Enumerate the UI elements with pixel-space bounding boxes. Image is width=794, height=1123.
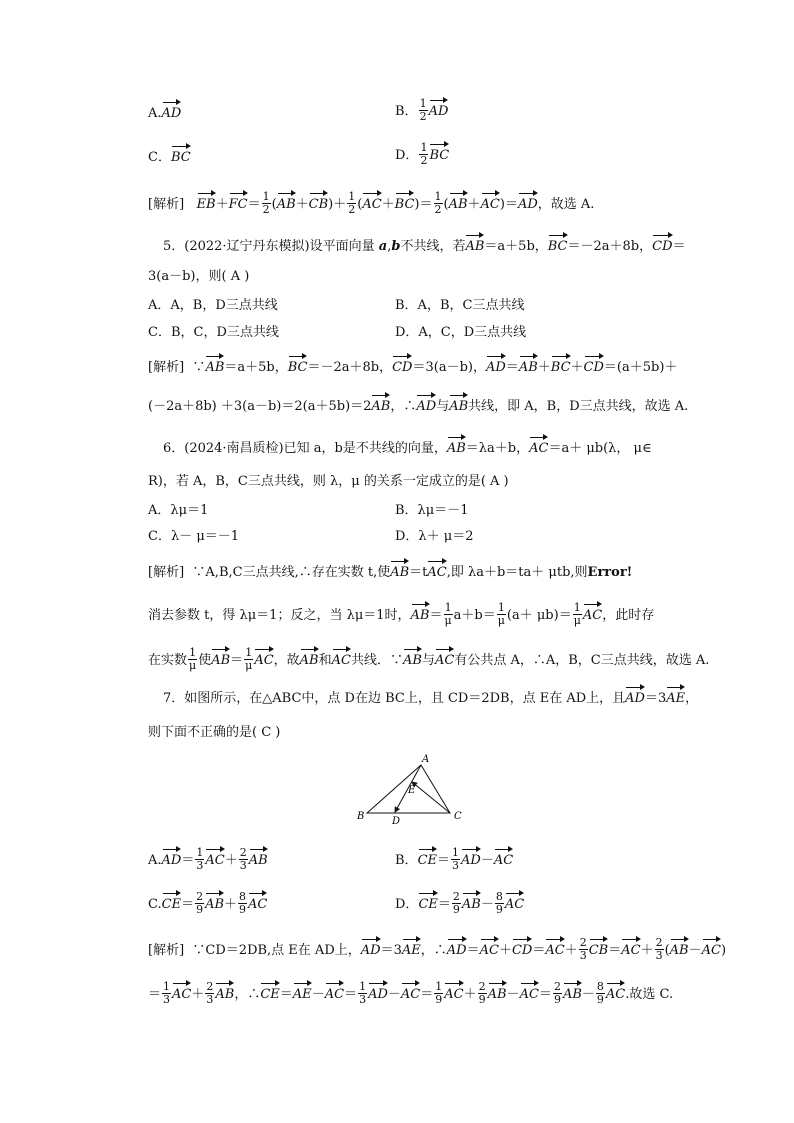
q6-solution-line2: 消去参数 t，得 λμ＝1；反之，当 λμ＝1时，AB＝ $\frac{1}{\mu}$ a＋b＝ $\frac{1}{\mu}$ (a＋ μb)＝ $\frac{1}{\mu}$ AC，此时存 <box>148 601 655 627</box>
q6-solution-line3: 在实数 $\frac{1}{\mu}$ 使AB＝ $\frac{1}{\mu}$ AC，故AB和AC共线．∵AB与AC有公共点 A，∴A，B，C三点共线，故选 A. <box>148 646 710 672</box>
q5-option-a: A．A，B，D三点共线 <box>148 298 278 313</box>
q7-option-c: C.CE＝ $\frac{2}{9}$ AB＋ $\frac{8}{9}$ AC <box>148 890 268 916</box>
q7-option-a: A.AD＝ $\frac{1}{3}$ AC＋ $\frac{2}{3}$ AB <box>148 846 268 872</box>
label-c: C <box>454 811 462 822</box>
triangle-figure <box>350 750 470 830</box>
q6-option-b: B．λμ＝－1 <box>395 503 469 518</box>
q4-option-a: A.AD <box>148 106 182 121</box>
q5-option-d: D．A，C，D三点共线 <box>395 325 527 340</box>
q7-option-d: D．CE＝ $\frac{2}{9}$ AB－ $\frac{8}{9}$ AC <box>395 890 525 916</box>
q7-stem-line2: 则下面不正确的是( C ) <box>148 725 281 740</box>
q6-solution-line1: [解析] ∵A,B,C三点共线,∴存在实数 t,使AB＝tAC,即 λa＋b＝ta＋ μtb,则Error! <box>148 565 633 580</box>
q7-solution-line1: [解析] ∵CD＝2DB,点 E在 AD上，AD＝3AE，∴AD＝AC＋CD＝AC＋ $\frac{2}{3}$ CB＝AC＋ $\frac{2}{3}$ (AB－AC) <box>148 936 727 962</box>
q5-solution-line1: [解析] ∵AB＝a＋5b，BC＝－2a＋8b，CD＝3(a－b)，AD＝AB＋BC＋CD＝(a＋5b)＋ <box>148 360 678 375</box>
q4-solution: [解析] EB＋FC＝ $\frac{1}{2}$ (AB＋CB)＋ $\frac{1}{2}$ (AC＋BC)＝ $\frac{1}{2}$ (AB＋AC)＝AD，故选 A. <box>148 190 595 216</box>
q4-option-b: B． $\frac{1}{2}$ AD <box>395 97 449 123</box>
q6-stem-line1: 6．(2024·南昌质检)已知 a，b是不共线的向量，AB＝λa＋b，AC＝a＋ μb(λ， μ∈ <box>163 441 652 456</box>
q5-stem-line1: 5．(2022·辽宁丹东模拟)设平面向量 a,b不共线，若AB＝a＋5b，BC＝－2a＋8b，CD＝ <box>163 239 686 254</box>
q5-stem-line2: 3(a－b)，则( A ) <box>148 269 250 284</box>
label-a: A <box>422 754 430 765</box>
q6-option-c: C．λ－ μ＝－1 <box>148 529 240 544</box>
q6-stem-line2: R)，若 A，B，C三点共线，则 λ，μ 的关系一定成立的是( A ) <box>148 474 509 489</box>
q7-option-b: B．CE＝ $\frac{1}{3}$ AD－AC <box>395 846 514 872</box>
segment-ce <box>412 782 450 813</box>
label-e: E <box>408 785 416 796</box>
q6-option-a: A．λμ＝1 <box>148 503 209 518</box>
label-d: D <box>392 816 401 827</box>
q7-solution-line2: ＝ $\frac{1}{3}$ AC＋ $\frac{2}{3}$ AB，∴CE＝AE－AC＝ $\frac{1}{3}$ AD－AC＝ $\frac{1}{9}$ AC＋ $\frac{2}{9}$ AB－AC＝ $\frac{2}{9}$ AB－ $\frac{8}{9}$ AC.故选 C. <box>148 980 674 1006</box>
q4-option-d: D． $\frac{1}{2}$ BC <box>395 141 450 167</box>
q6-option-d: D．λ＋ μ＝2 <box>395 529 474 544</box>
q5-option-b: B．A，B，C三点共线 <box>395 298 525 313</box>
q7-stem-line1: 7．如图所示，在△ABC中，点 D在边 BC上，且 CD＝2DB，点 E在 AD上，且AD＝3AE， <box>163 691 699 706</box>
label-b: B <box>357 811 365 822</box>
q4-option-c: C．BC <box>148 150 191 165</box>
q5-solution-line2: (－2a＋8b) ＋3(a－b)＝2(a＋5b)＝2AB，∴AD与AB共线，即 A，B，D三点共线，故选 A. <box>148 399 689 414</box>
q5-option-c: C．B，C，D三点共线 <box>148 325 279 340</box>
